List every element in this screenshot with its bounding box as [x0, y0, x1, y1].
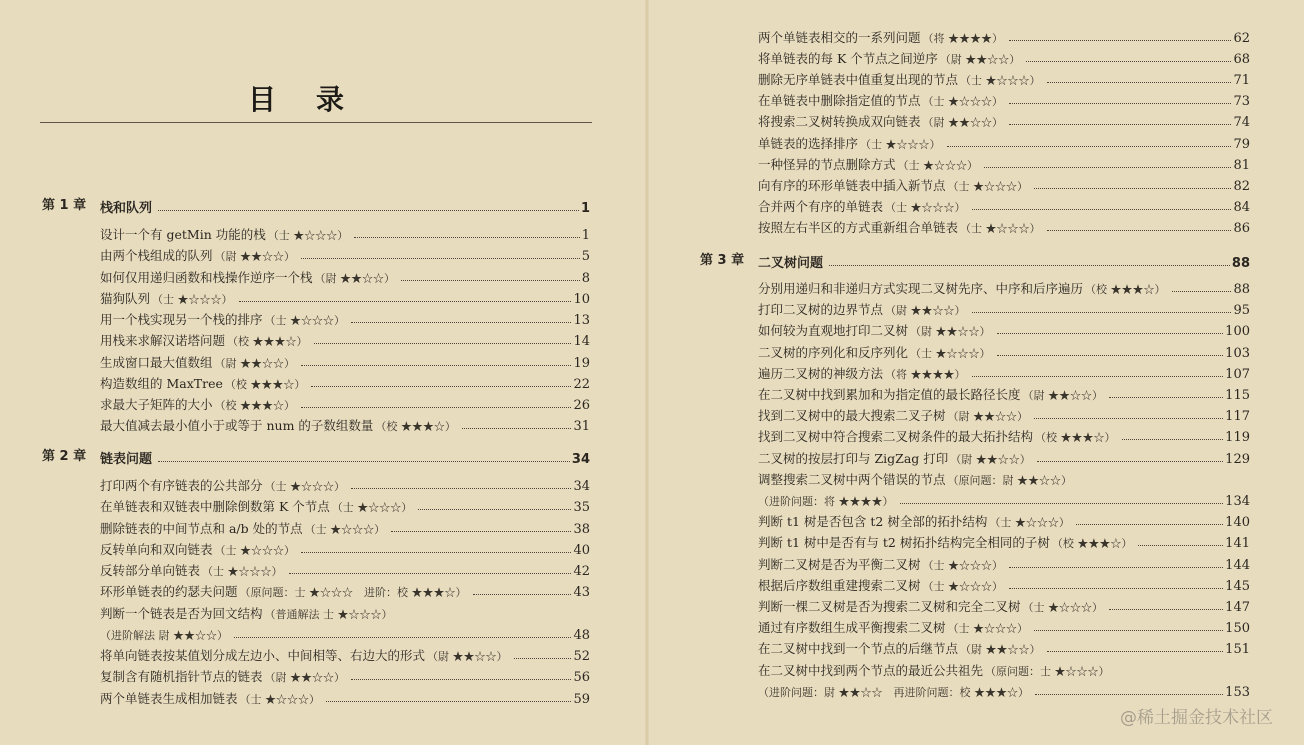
entry-page: 26	[573, 398, 590, 413]
entry-page: 95	[1233, 303, 1250, 319]
difficulty-rating: （士 ★☆☆☆）	[1022, 601, 1104, 614]
entry-title: 将单链表的每 K 个节点之间逆序	[758, 51, 938, 67]
dot-leader	[401, 280, 580, 281]
dot-leader	[158, 210, 579, 211]
entry-title: 两个单链表相交的一系列问题	[758, 30, 921, 45]
entry-page: 134	[1225, 494, 1250, 509]
difficulty-rating: （士 ★☆☆☆）	[922, 95, 1004, 109]
entry-page: 52	[573, 649, 590, 664]
difficulty-rating: （士 ★☆☆☆）	[922, 558, 1004, 572]
toc-entry	[758, 341, 1250, 361]
toc-entry	[100, 517, 590, 537]
difficulty-rating: （士 ★☆☆☆）	[860, 137, 941, 151]
dot-leader	[391, 531, 571, 532]
difficulty-rating: （尉 ★★☆☆）	[960, 643, 1041, 657]
toc-entry	[758, 216, 1250, 236]
difficulty-rating: （原问题：士 ★☆☆☆）	[985, 664, 1110, 678]
toc-entry	[758, 468, 1250, 488]
toc-entry	[758, 531, 1250, 551]
entry-page: 140	[1225, 515, 1250, 531]
dot-leader	[1076, 524, 1223, 525]
entry-page: 48	[573, 627, 590, 643]
difficulty-rating: （士 ★☆☆☆）	[897, 158, 979, 172]
difficulty-rating: （尉 ★★☆☆）	[885, 304, 966, 318]
difficulty-rating: （士 ★☆☆☆）	[885, 200, 966, 214]
toc-entry	[758, 26, 1250, 46]
entry-title: 复制含有随机指针节点的链表	[100, 669, 263, 685]
difficulty-rating-continued: （进阶问题：尉 ★★☆☆ 再进阶问题：校 ★★★☆）	[758, 685, 1029, 699]
toc-entry	[100, 538, 590, 558]
entry-title: 找到二叉树中的最大搜索二叉子树	[758, 408, 946, 424]
entry-title: 调整搜索二叉树中两个错误的节点	[758, 471, 946, 487]
entry-title: 求最大子矩阵的大小	[100, 397, 213, 412]
entry-title: 遍历二叉树的神级方法	[758, 365, 884, 381]
dot-leader	[351, 488, 571, 489]
toc-entry	[758, 47, 1250, 67]
difficulty-rating: （普通解法 士 ★☆☆☆）	[264, 607, 393, 621]
entry-page: 103	[1225, 345, 1250, 361]
dot-leader	[997, 355, 1224, 356]
chapter-page: 88	[1231, 256, 1250, 271]
entry-title: 判断 t1 树是否包含 t2 树全部的拓扑结构	[758, 514, 988, 530]
toc-entry	[758, 574, 1250, 594]
difficulty-rating: （士 ★☆☆☆）	[304, 522, 386, 536]
chapter-label: 第 2 章	[42, 449, 87, 464]
toc-entry	[758, 510, 1250, 530]
difficulty-rating: （士 ★☆☆☆）	[264, 480, 346, 493]
dot-leader	[1109, 609, 1223, 610]
chapter-title: 二叉树问题	[758, 256, 824, 271]
entry-page: 68	[1233, 52, 1250, 68]
entry-title: 一种怪异的节点删除方式	[758, 156, 896, 172]
toc-entry	[758, 404, 1250, 424]
toc-entry	[758, 425, 1250, 445]
entry-title: 反转部分单向链表	[100, 563, 201, 578]
entry-title: 打印二叉树的边界节点	[758, 302, 884, 318]
entry-title: 单链表的选择排序	[758, 135, 859, 151]
chapter-row	[42, 196, 590, 216]
toc-entry	[758, 616, 1250, 636]
toc-entry	[758, 89, 1250, 109]
toc-entry	[758, 132, 1250, 152]
dot-leader	[829, 265, 1230, 266]
chapter-title: 链表问题	[100, 452, 153, 467]
difficulty-rating: （校 ★★★☆）	[1035, 431, 1116, 445]
dot-leader	[314, 343, 572, 344]
entry-page: 35	[573, 500, 590, 516]
difficulty-rating: （士 ★☆☆☆）	[947, 179, 1029, 193]
entry-page: 10	[573, 291, 590, 307]
chapter-row	[700, 251, 1250, 271]
entry-page: 86	[1233, 220, 1250, 236]
difficulty-rating: （尉 ★★☆☆）	[922, 116, 1004, 130]
toc-entry	[100, 644, 590, 664]
entry-title: 分别用递归和非递归方式实现二叉树先序、中序和后序遍历	[758, 281, 1084, 296]
toc-entry	[100, 414, 590, 434]
difficulty-rating: （尉 ★★☆☆）	[910, 325, 991, 339]
right-page	[648, 0, 1304, 745]
dot-leader	[234, 637, 571, 638]
toc-entry	[100, 559, 590, 579]
entry-title: 在二叉树中找到一个节点的后继节点	[758, 641, 959, 657]
toc-entry	[758, 447, 1250, 467]
dot-leader	[1138, 545, 1223, 546]
difficulty-rating: （士 ★☆☆☆）	[960, 221, 1041, 235]
difficulty-rating: （校 ★★★☆）	[375, 420, 456, 434]
dot-leader	[473, 594, 572, 595]
entry-title: 判断二叉树是否为平衡二叉树	[758, 556, 921, 572]
dot-leader	[1109, 397, 1223, 398]
toc-entry	[100, 495, 590, 515]
difficulty-rating: （将 ★★★★）	[922, 32, 1004, 45]
entry-title: 将单向链表按某值划分成左边小、中间相等、右边大的形式	[100, 648, 426, 663]
dot-leader	[972, 312, 1232, 313]
difficulty-rating: （尉 ★★☆☆）	[427, 650, 508, 663]
entry-page: 150	[1225, 621, 1250, 637]
toc-entry	[758, 195, 1250, 215]
difficulty-rating: （尉 ★★☆☆）	[950, 452, 1031, 466]
entry-page: 129	[1225, 451, 1250, 467]
entry-page: 19	[573, 355, 590, 371]
difficulty-rating: （士 ★☆☆☆）	[264, 314, 346, 327]
entry-title: 在单链表和双链表中删除倒数第 K 个节点	[100, 499, 330, 515]
entry-title: 在二叉树中找到累加和为指定值的最长路径长度	[758, 387, 1021, 402]
entry-page: 22	[573, 376, 590, 392]
entry-title: 二叉树的按层打印与 ZigZag 打印	[758, 450, 949, 466]
entry-page: 107	[1225, 366, 1250, 382]
difficulty-rating: （士 ★☆☆☆）	[960, 74, 1041, 88]
entry-title: 判断一棵二叉树是否为搜索二叉树和完全二叉树	[758, 599, 1021, 614]
entry-title: 判断一个链表是否为回文结构	[100, 605, 263, 621]
entry-page: 145	[1225, 578, 1250, 594]
entry-title: 由两个栈组成的队列	[100, 248, 213, 264]
entry-title: 按照左右半区的方式重新组合单链表	[758, 219, 959, 235]
entry-page: 81	[1233, 157, 1250, 173]
dot-leader	[289, 573, 572, 574]
entry-page: 153	[1225, 684, 1250, 700]
toc-entry	[758, 174, 1250, 194]
toc-entry-continued	[758, 680, 1250, 700]
entry-title: 打印两个有序链表的公共部分	[100, 478, 263, 493]
entry-page: 71	[1233, 73, 1250, 89]
dot-leader	[311, 386, 571, 387]
toc-entry	[100, 580, 590, 600]
toc-entry	[758, 659, 1250, 679]
entry-page: 73	[1233, 94, 1250, 110]
chapter-page: 34	[571, 452, 590, 467]
entry-page: 34	[573, 479, 590, 494]
chapter-label: 第 1 章	[42, 198, 87, 213]
entry-page: 43	[573, 585, 590, 601]
difficulty-rating: （校 ★★★☆）	[224, 377, 306, 391]
difficulty-rating: （将 ★★★★）	[885, 367, 966, 381]
entry-page: 79	[1233, 136, 1250, 152]
dot-leader	[1035, 694, 1223, 695]
entry-page: 31	[573, 419, 590, 435]
entry-title: 删除链表的中间节点和 a/b 处的节点	[100, 520, 303, 536]
dot-leader	[301, 365, 571, 366]
dot-leader	[1047, 651, 1224, 652]
entry-title: 反转单向和双向链表	[100, 541, 213, 557]
dot-leader	[997, 333, 1224, 334]
entry-page: 56	[573, 670, 590, 686]
difficulty-rating: （尉 ★★☆☆）	[947, 410, 1029, 424]
toc-entry	[758, 595, 1250, 615]
toc-entry	[100, 266, 590, 286]
toc-entry	[100, 393, 590, 413]
page-title: 目录	[247, 83, 384, 116]
entry-page: 119	[1225, 430, 1250, 446]
difficulty-rating: （士 ★☆☆☆）	[922, 579, 1004, 593]
dot-leader	[1009, 103, 1231, 104]
entry-page: 84	[1233, 199, 1250, 215]
entry-page: 151	[1225, 642, 1250, 658]
dot-leader	[972, 376, 1224, 377]
entry-title: 设计一个有 getMin 功能的栈	[100, 227, 266, 242]
entry-page: 8	[581, 270, 590, 286]
difficulty-rating: （士 ★☆☆☆）	[239, 692, 321, 706]
entry-page: 82	[1233, 178, 1250, 194]
toc-entry-continued	[100, 623, 590, 643]
dot-leader	[158, 461, 570, 462]
dot-leader	[972, 209, 1232, 210]
dot-leader	[1034, 418, 1223, 419]
difficulty-rating: （士 ★☆☆☆）	[989, 516, 1070, 530]
dot-leader	[301, 552, 571, 553]
dot-leader	[1034, 630, 1223, 631]
entry-page: 144	[1225, 557, 1250, 573]
entry-title: 两个单链表生成相加链表	[100, 690, 238, 706]
entry-page: 100	[1225, 324, 1250, 340]
difficulty-rating-continued: （进阶解法 尉 ★★☆☆）	[100, 628, 228, 642]
entry-title: 根据后序数组重建搜索二叉树	[758, 577, 921, 593]
entry-title: 合并两个有序的单链表	[758, 198, 884, 214]
entry-page: 42	[573, 564, 590, 579]
entry-title: 构造数组的 MaxTree	[100, 375, 223, 391]
entry-title: 判断 t1 树中是否有与 t2 树拓扑结构完全相同的子树	[758, 535, 1050, 551]
toc-entry	[758, 319, 1250, 339]
watermark: @稀土掘金技术社区	[1120, 708, 1273, 728]
entry-title: 如何仅用递归函数和栈操作逆序一个栈	[100, 269, 313, 285]
toc-entry	[758, 110, 1250, 130]
entry-page: 88	[1233, 282, 1250, 297]
entry-title: 如何较为直观地打印二叉树	[758, 323, 909, 339]
entry-page: 38	[573, 521, 590, 537]
entry-page: 147	[1225, 600, 1250, 615]
difficulty-rating: （尉 ★★☆☆）	[1022, 389, 1104, 402]
dot-leader	[351, 322, 571, 323]
difficulty-rating: （尉 ★★☆☆）	[264, 671, 346, 685]
entry-title: 最大值减去最小值小于或等于 num 的子数组数量	[100, 418, 374, 434]
difficulty-rating: （士 ★☆☆☆）	[152, 292, 233, 306]
toc-entry	[758, 553, 1250, 573]
toc-entry	[100, 329, 590, 349]
toc-entry	[100, 223, 590, 243]
dot-leader	[1122, 439, 1224, 440]
toc-entry	[100, 474, 590, 494]
dot-leader	[418, 509, 571, 510]
dot-leader	[1026, 61, 1231, 62]
chapter-title: 栈和队列	[100, 201, 153, 216]
dot-leader	[1009, 588, 1223, 589]
chapter-row	[42, 447, 590, 467]
dot-leader	[239, 301, 572, 302]
dot-leader	[1009, 567, 1223, 568]
entry-page: 5	[581, 249, 590, 265]
entry-page: 115	[1225, 388, 1250, 403]
toc-entry	[100, 287, 590, 307]
toc-entry	[100, 308, 590, 328]
toc-entry	[758, 298, 1250, 318]
dot-leader	[462, 428, 572, 429]
dot-leader	[947, 146, 1232, 147]
entry-title: 用一个栈实现另一个栈的排序	[100, 312, 263, 327]
dot-leader	[301, 407, 571, 408]
entry-title: 删除无序单链表中值重复出现的节点	[758, 72, 959, 88]
toc-entry	[758, 362, 1250, 382]
difficulty-rating: （尉 ★★☆☆）	[214, 356, 296, 370]
difficulty-rating: （士 ★☆☆☆）	[910, 346, 991, 360]
toc-entry	[100, 687, 590, 707]
entry-page: 1	[581, 228, 590, 243]
difficulty-rating: （士 ★☆☆☆）	[267, 229, 349, 242]
dot-leader	[354, 237, 580, 238]
entry-page: 59	[573, 691, 590, 707]
dot-leader	[301, 258, 580, 259]
difficulty-rating: （原问题：士 ★☆☆☆ 进阶：校 ★★★☆）	[239, 586, 467, 600]
dot-leader	[1047, 82, 1232, 83]
toc-entry	[758, 637, 1250, 657]
dot-leader	[351, 679, 571, 680]
dot-leader	[326, 701, 571, 702]
difficulty-rating: （士 ★☆☆☆）	[331, 501, 413, 515]
entry-page: 14	[573, 334, 590, 350]
difficulty-rating: （原问题：尉 ★★☆☆）	[947, 473, 1073, 487]
difficulty-rating: （士 ★☆☆☆）	[214, 543, 296, 557]
entry-title: 将搜索二叉树转换成双向链表	[758, 114, 921, 130]
title-rule	[40, 122, 592, 123]
difficulty-rating-continued: （进阶问题：将 ★★★★）	[758, 495, 894, 508]
dot-leader	[900, 503, 1224, 504]
dot-leader	[1037, 461, 1223, 462]
dot-leader	[514, 658, 572, 659]
entry-title: 环形单链表的约瑟夫问题	[100, 584, 238, 600]
entry-title: 向有序的环形单链表中插入新节点	[758, 177, 946, 193]
toc-entry	[100, 372, 590, 392]
dot-leader	[1047, 230, 1232, 231]
toc-entry-continued	[758, 489, 1250, 509]
entry-title: 找到二叉树中符合搜索二叉树条件的最大拓扑结构	[758, 429, 1034, 445]
toc-entry	[100, 244, 590, 264]
difficulty-rating: （校 ★★★☆）	[214, 399, 296, 412]
toc-entry	[758, 153, 1250, 173]
difficulty-rating: （尉 ★★☆☆）	[214, 250, 296, 264]
difficulty-rating: （校 ★★★☆）	[227, 335, 308, 349]
entry-page: 62	[1233, 31, 1250, 46]
dot-leader	[1009, 40, 1231, 41]
entry-title: 二叉树的序列化和反序列化	[758, 344, 909, 360]
left-page	[0, 0, 647, 745]
difficulty-rating: （校 ★★★☆）	[1051, 537, 1133, 551]
toc-entry	[100, 665, 590, 685]
difficulty-rating: （士 ★☆☆☆）	[202, 565, 283, 578]
toc-entry	[758, 277, 1250, 297]
entry-page: 13	[573, 313, 590, 328]
dot-leader	[1172, 291, 1232, 292]
toc-entry	[758, 383, 1250, 403]
entry-title: 用栈来求解汉诺塔问题	[100, 333, 226, 349]
chapter-label: 第 3 章	[700, 253, 745, 268]
dot-leader	[984, 167, 1231, 168]
entry-page: 40	[573, 542, 590, 558]
difficulty-rating: （士 ★☆☆☆）	[947, 622, 1029, 636]
entry-title: 生成窗口最大值数组	[100, 354, 213, 370]
entry-title: 在二叉树中找到两个节点的最近公共祖先	[758, 662, 984, 678]
toc-entry	[100, 351, 590, 371]
entry-title: 猫狗队列	[100, 290, 151, 306]
chapter-page: 1	[580, 201, 590, 216]
difficulty-rating: （尉 ★★☆☆）	[314, 271, 396, 285]
toc-entry	[758, 68, 1250, 88]
toc-entry	[100, 602, 590, 622]
entry-page: 117	[1225, 409, 1250, 425]
dot-leader	[1034, 188, 1231, 189]
difficulty-rating: （尉 ★★☆☆）	[939, 53, 1021, 67]
dot-leader	[1009, 124, 1231, 125]
entry-page: 141	[1225, 536, 1250, 552]
entry-title: 在单链表中删除指定值的节点	[758, 93, 921, 109]
entry-page: 74	[1233, 115, 1250, 131]
difficulty-rating: （校 ★★★☆）	[1085, 283, 1166, 296]
entry-title: 通过有序数组生成平衡搜索二叉树	[758, 620, 946, 636]
